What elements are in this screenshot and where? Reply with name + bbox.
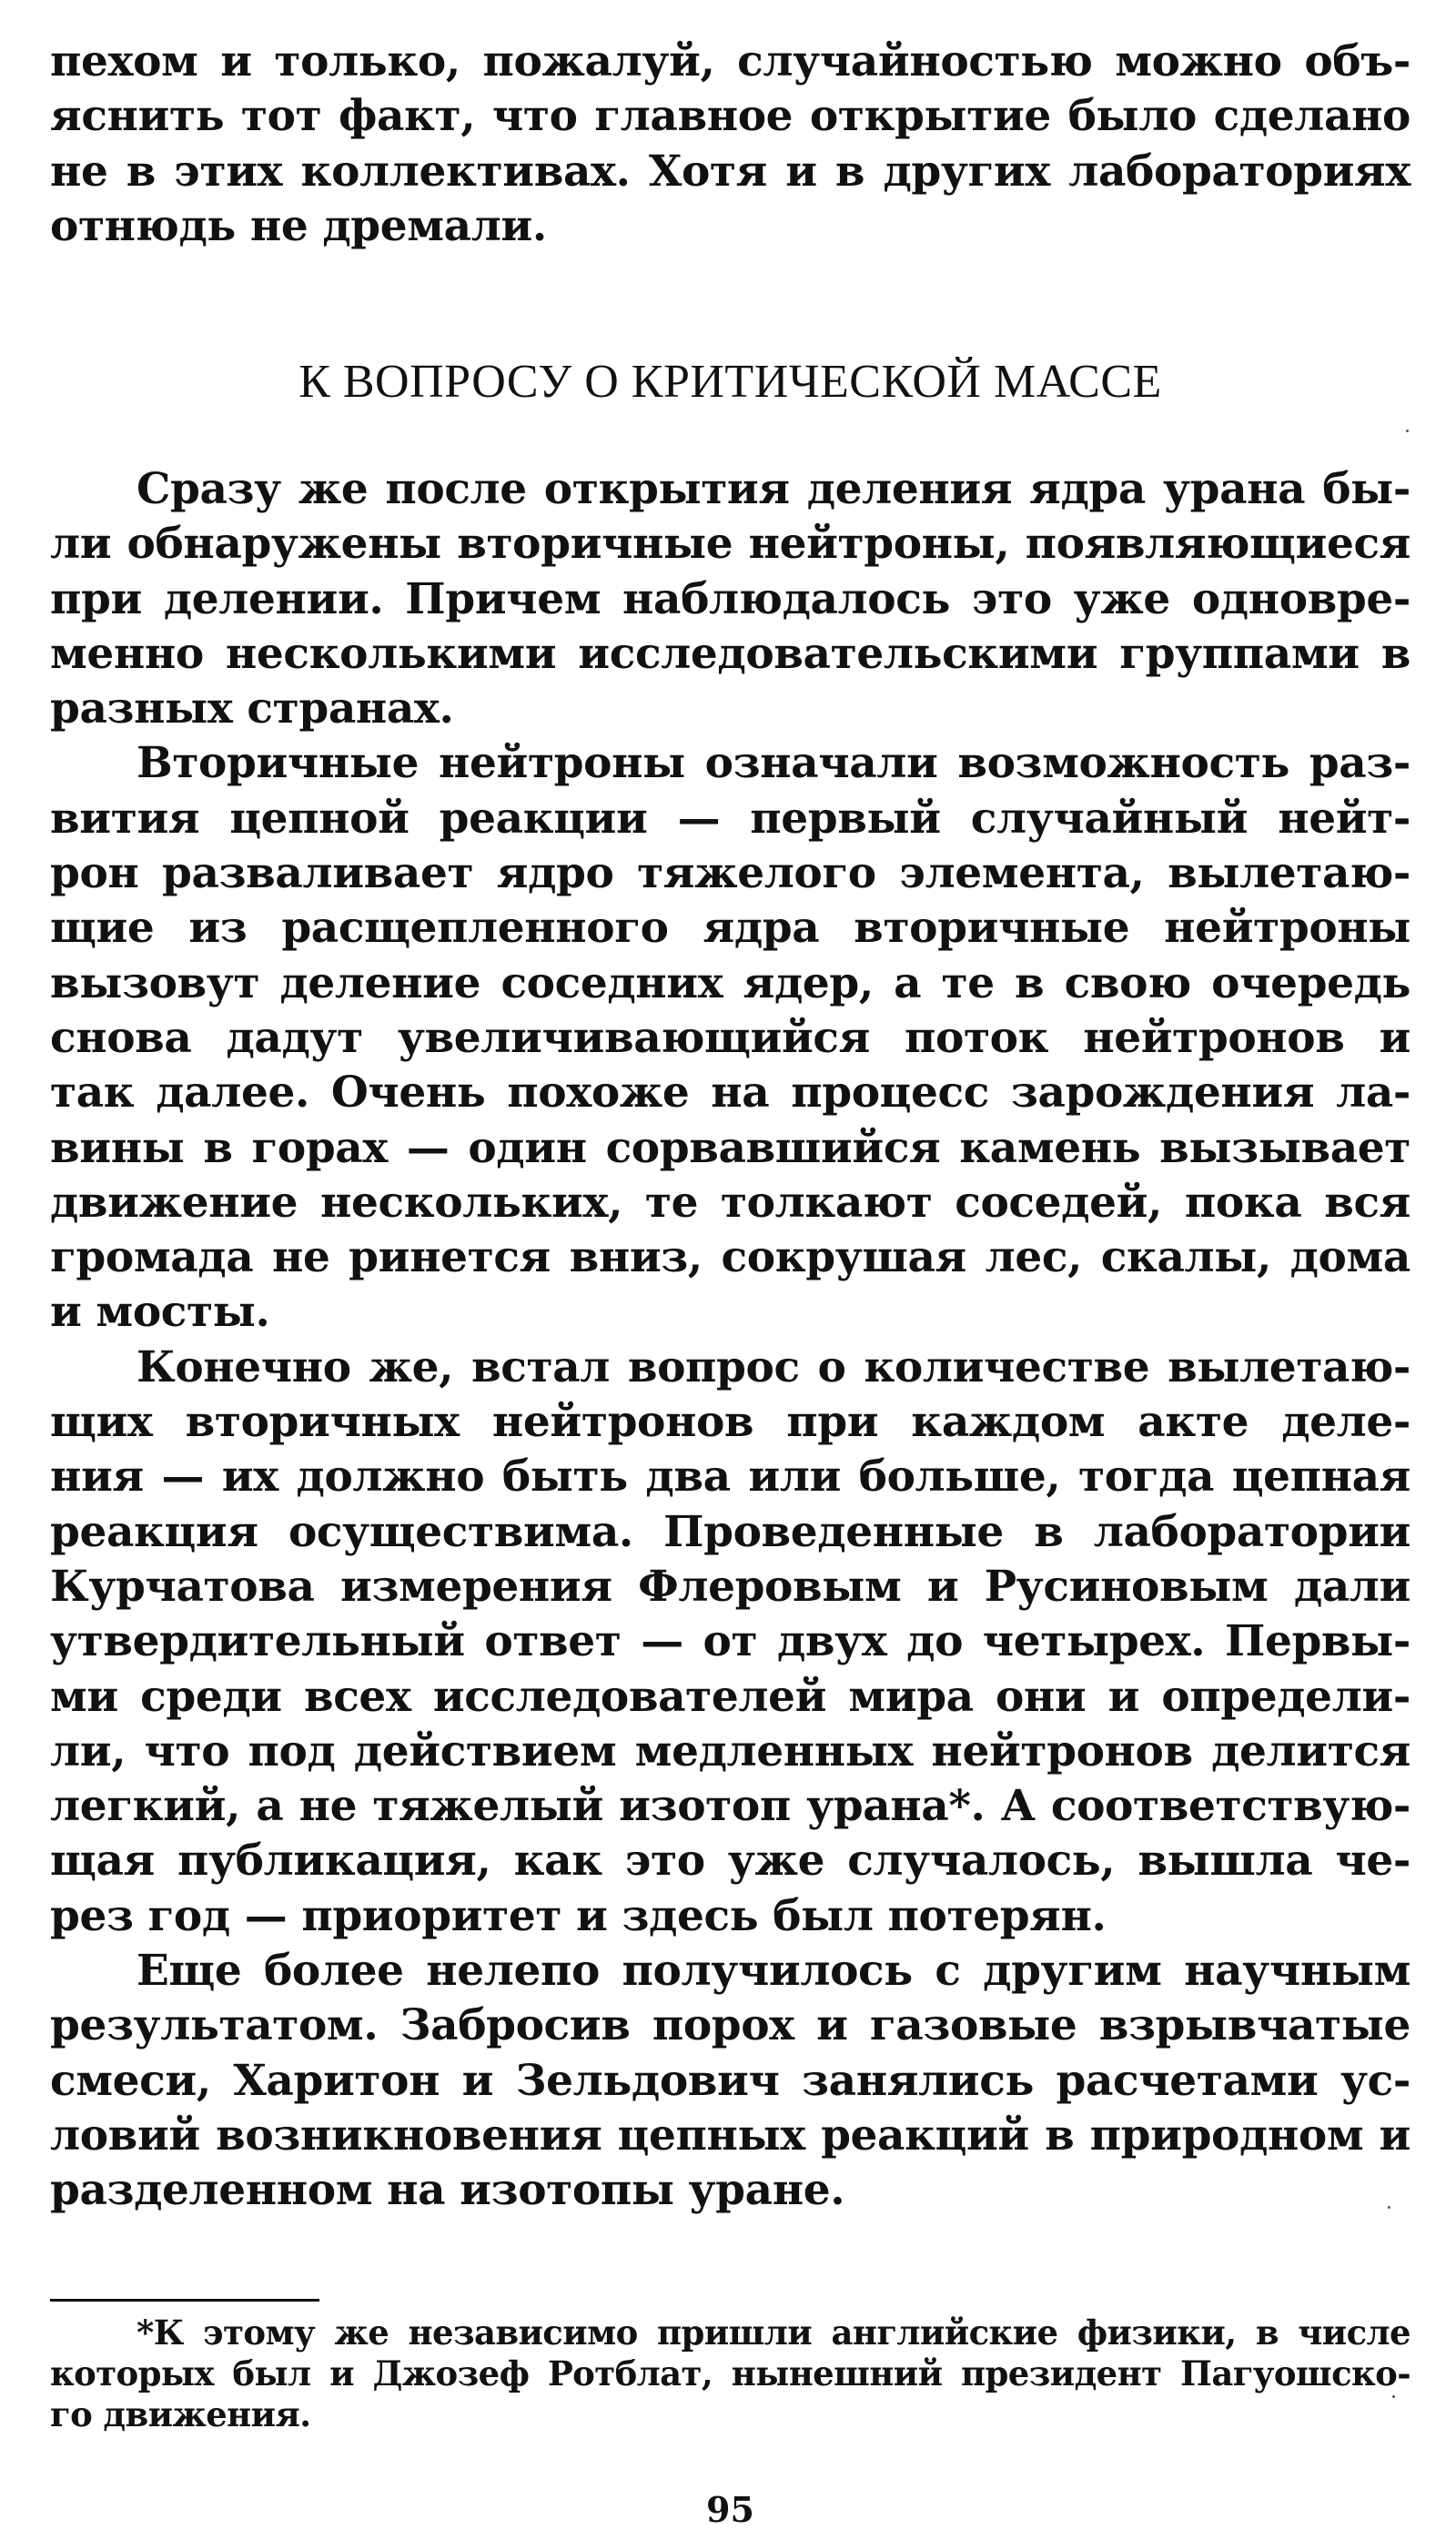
paragraph-1	[50, 462, 1410, 736]
text-line: ли обнаружены вторичные нейтроны, появляющиеся	[50, 519, 1410, 570]
text-line: результатом. Забросив порох и газовые взрывчатые	[50, 2000, 1410, 2051]
text-line: утвердительный ответ — от двух до четырех. Первы-	[50, 1616, 1410, 1667]
book-page	[50, 35, 1410, 2530]
text-line: отнюдь не дремали.	[50, 200, 547, 251]
text-line: щая публикация, как это уже случалось, вышла че-	[50, 1836, 1410, 1887]
text-line: щие из расщепленного ядра вторичные нейтроны	[50, 903, 1410, 954]
text-line: пехом и только, пожалуй, случайностью можно объ-	[50, 36, 1410, 86]
text-line: вызовут деление соседних ядер, а те в свою очередь	[50, 957, 1410, 1008]
text-line: рез год — приоритет и здесь был потерян.	[50, 1890, 1107, 1941]
text-line: Конечно же, встал вопрос о количестве вылетаю-	[136, 1341, 1410, 1392]
text-line: ловий возникновения цепных реакций в природном и	[50, 2110, 1410, 2161]
print-speck	[1406, 430, 1409, 432]
text-line: громада не ринется вниз, сокрушая лес, скалы, дома	[50, 1232, 1410, 1283]
text-line: движение нескольких, те толкают соседей, пока вся	[50, 1177, 1410, 1228]
text-line: ли, что под действием медленных нейтронов делится	[50, 1725, 1410, 1776]
text-line: Сразу же после открытия деления ядра урана бы-	[136, 464, 1410, 514]
text-line: при делении. Причем наблюдалось это уже одновре-	[50, 573, 1410, 624]
text-line: Вторичные нейтроны означали возможность раз-	[136, 738, 1410, 789]
footnote-divider	[50, 2299, 319, 2302]
text-line: менно несколькими исследовательскими группами в	[50, 628, 1410, 679]
paragraph-3	[50, 1341, 1410, 1944]
text-line: яснить тот факт, что главное открытие было сделано	[50, 91, 1410, 142]
text-line: вины в горах — один сорвавшийся камень вызывает	[50, 1122, 1410, 1173]
footnote-line: *К этому же независимо пришли английские физики, в числе	[136, 2312, 1410, 2353]
text-line: Еще более нелепо получилось с другим научным	[136, 1946, 1410, 1997]
page-number: 95	[706, 2489, 754, 2530]
text-line: не в этих коллективах. Хотя и в других лабораториях	[50, 146, 1410, 197]
text-line: щих вторичных нейтронов при каждом акте деле-	[50, 1397, 1410, 1448]
footnote-line: го движения.	[50, 2394, 311, 2434]
footnote-line: которых был и Джозеф Ротблат, нынешний президент Пагуошско-	[50, 2353, 1410, 2393]
section-heading: К ВОПРОСУ О КРИТИЧЕСКОЙ МАССЕ	[298, 356, 1162, 408]
text-line: рон разваливает ядро тяжелого элемента, вылетаю-	[50, 848, 1410, 899]
print-speck	[1388, 2206, 1390, 2209]
text-line: легкий, а не тяжелый изотоп урана*. А соответствую-	[50, 1781, 1410, 1832]
text-line: и мосты.	[50, 1287, 270, 1338]
text-line: снова дадут увеличивающийся поток нейтронов и	[50, 1012, 1410, 1063]
text-line: реакция осуществима. Проведенные в лаборатории	[50, 1506, 1410, 1557]
text-line: ния — их должно быть два или больше, тогда цепная	[50, 1452, 1410, 1503]
footnote	[50, 2312, 1410, 2435]
text-line: смеси, Харитон и Зельдович занялись расчетами ус-	[50, 2055, 1410, 2106]
text-line: разделенном на изотопы уране.	[50, 2165, 845, 2216]
paragraph-4	[50, 1944, 1410, 2218]
paragraph-2	[50, 736, 1410, 1340]
text-line: Курчатова измерения Флеровым и Русиновым дали	[50, 1561, 1410, 1612]
text-line: так далее. Очень похоже на процесс зарождения ла-	[50, 1068, 1410, 1118]
section-body	[50, 462, 1410, 2219]
print-speck	[1392, 2395, 1395, 2398]
text-line: разных странах.	[50, 683, 454, 734]
intro-paragraph	[50, 35, 1410, 254]
text-line: ми среди всех исследователей мира они и определи-	[50, 1671, 1410, 1722]
text-line: вития цепной реакции — первый случайный нейт-	[50, 793, 1410, 844]
